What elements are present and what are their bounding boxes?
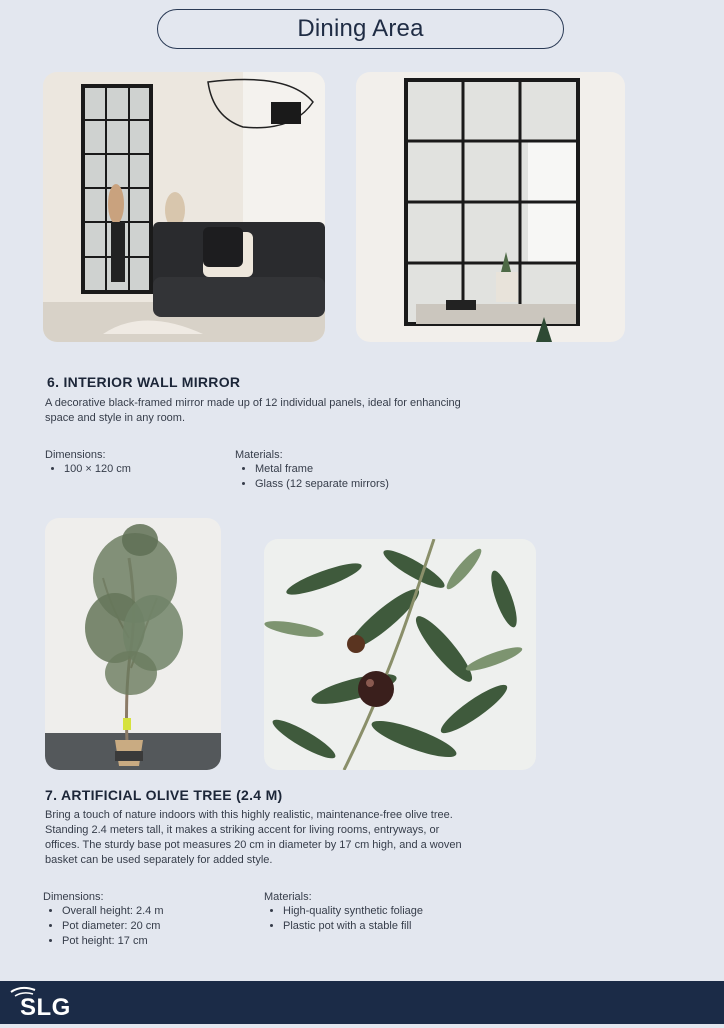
olive-dimensions-list bbox=[44, 904, 164, 949]
olive-materials-label: Materials: bbox=[264, 891, 312, 903]
page-title: Dining Area bbox=[157, 9, 564, 49]
olive-heading: 7. ARTIFICIAL OLIVE TREE (2.4 M) bbox=[45, 787, 283, 803]
list-item: • Overall height: 2.4 m bbox=[62, 904, 164, 919]
list-item: • Glass (12 separate mirrors) bbox=[255, 477, 389, 492]
mirror-room-photo bbox=[43, 72, 325, 342]
list-item: • 100 × 120 cm bbox=[64, 462, 131, 477]
olive-description: Bring a touch of nature indoors with this highly realistic, maintenance-free olive tree. Standing 2.4 meters tall, it makes a striking accent for living rooms, entryways, or offices. The sturdy base pot measures 20 cm in diameter by 17 cm high, and a woven basket can be used separately for added style. bbox=[45, 809, 462, 866]
list-item: • Pot height: 17 cm bbox=[62, 934, 164, 949]
mirror-materials-label: Materials: bbox=[235, 449, 283, 461]
olive-materials-list bbox=[265, 904, 423, 934]
list-item: • Metal frame bbox=[255, 462, 389, 477]
list-item: • Pot diameter: 20 cm bbox=[62, 919, 164, 934]
mirror-heading: 6. INTERIOR WALL MIRROR bbox=[47, 374, 241, 390]
logo-text: SLG bbox=[20, 994, 71, 1021]
olive-dimensions-label: Dimensions: bbox=[43, 891, 104, 903]
mirror-dimensions-label: Dimensions: bbox=[45, 449, 106, 461]
olive-leaves-photo bbox=[264, 539, 536, 770]
list-item: • Plastic pot with a stable fill bbox=[283, 919, 423, 934]
mirror-description: A decorative black-framed mirror made up of 12 individual panels, ideal for enhancing space and style in any room. bbox=[45, 397, 461, 424]
mirror-dimensions-list bbox=[46, 462, 131, 477]
footer-bar bbox=[0, 981, 724, 1024]
olive-tree-photo bbox=[45, 518, 221, 770]
mirror-materials-list bbox=[237, 462, 389, 492]
mirror-closeup-photo bbox=[356, 72, 625, 342]
list-item: • High-quality synthetic foliage bbox=[283, 904, 423, 919]
